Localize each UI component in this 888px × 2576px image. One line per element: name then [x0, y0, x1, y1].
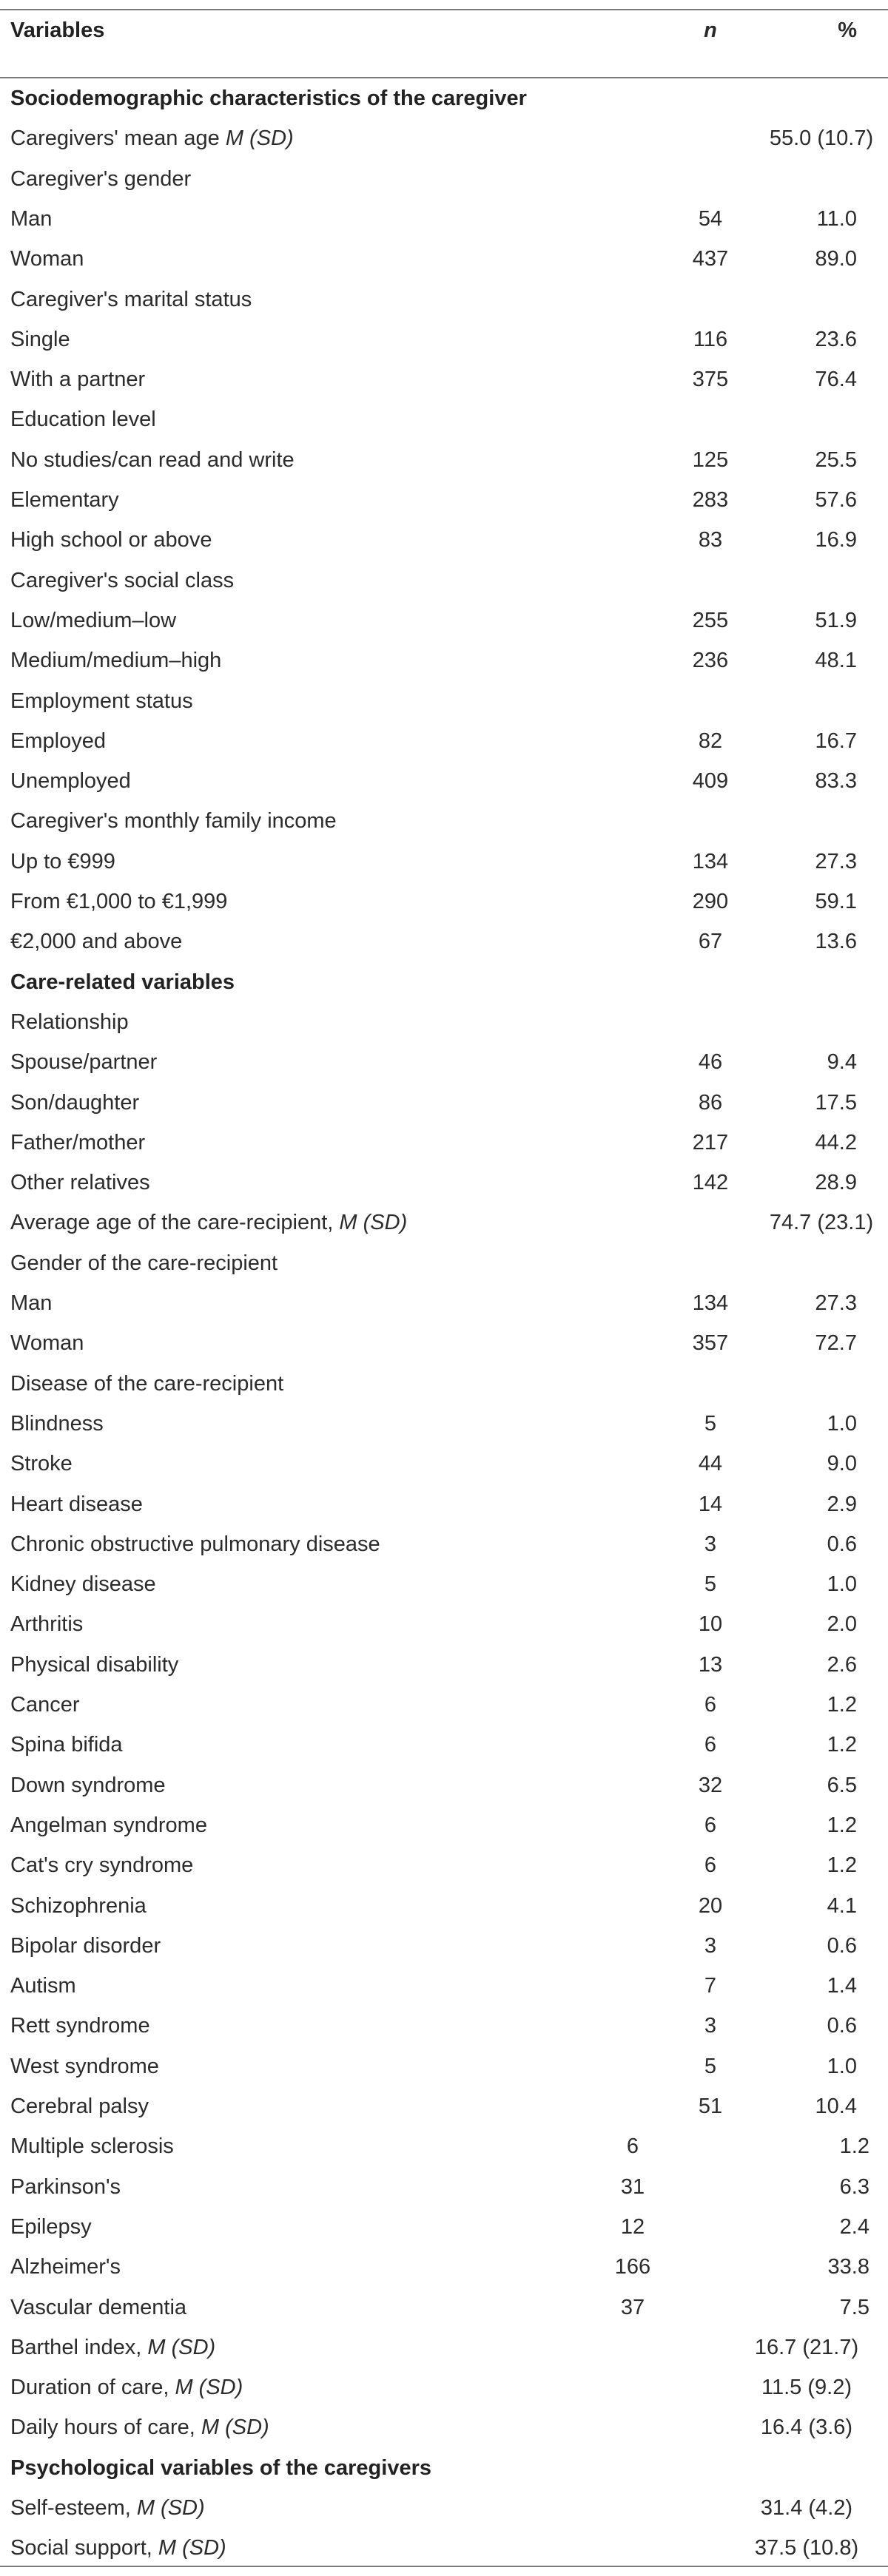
row-label-text: Disease of the care-recipient: [10, 1371, 284, 1396]
table-row: [0, 681, 888, 721]
table-row: [0, 2288, 888, 2327]
row-pct: 13.6: [815, 930, 857, 954]
row-label-text: Average age of the care-recipient,: [10, 1211, 340, 1235]
row-label: [10, 2006, 150, 2046]
row-label: [10, 2126, 174, 2166]
row-label-text: Cat's cry syndrome: [10, 1853, 194, 1878]
row-pct: 76.4: [815, 368, 857, 392]
row-mean-sd: 31.4 (4.2): [760, 2496, 853, 2520]
row-label: [10, 1002, 129, 1042]
row-n: 10: [698, 1612, 723, 1637]
table-row: [0, 520, 888, 560]
row-n: 6: [704, 1813, 717, 1837]
row-label: [10, 882, 227, 922]
row-n: 46: [698, 1050, 723, 1075]
row-label-text: Low/medium–low: [10, 608, 177, 632]
table-row: [0, 1404, 888, 1444]
row-n: 20: [698, 1893, 723, 1918]
row-label: [10, 2367, 243, 2407]
row-n: 409: [692, 769, 729, 794]
row-pct: 2.6: [827, 1652, 857, 1677]
section-title: Care-related variables: [10, 970, 235, 994]
row-n: 6: [626, 2134, 639, 2159]
row-label-text: Elementary: [10, 488, 119, 512]
row-n: 255: [692, 608, 729, 632]
row-label: [10, 2288, 186, 2327]
row-label: [10, 721, 106, 761]
row-label-text: €2,000 and above: [10, 930, 183, 954]
row-label: [10, 1886, 147, 1926]
table-row: [0, 1604, 888, 1644]
table-row: [0, 721, 888, 761]
row-label-text: Vascular dementia: [10, 2295, 187, 2319]
row-label: [10, 2086, 149, 2126]
row-label: [10, 2327, 215, 2367]
row-label: [10, 561, 234, 601]
row-label-text: Bipolar disorder: [10, 1933, 161, 1958]
row-pct: 44.2: [815, 1130, 857, 1155]
row-pct: 11.0: [816, 206, 857, 231]
row-pct: 1.0: [827, 1411, 857, 1436]
row-n: 12: [620, 2214, 645, 2239]
row-pct: 4.1: [827, 1893, 857, 1918]
row-pct: 27.3: [815, 849, 857, 873]
row-pct: 33.8: [827, 2255, 870, 2279]
row-label: [10, 1123, 145, 1163]
row-label: [10, 1323, 84, 1363]
row-pct: 48.1: [815, 649, 857, 673]
row-label-text: Caregiver's social class: [10, 568, 235, 592]
row-label-text: Parkinson's: [10, 2174, 121, 2199]
table-row: [0, 2367, 888, 2407]
row-n: 14: [698, 1492, 723, 1516]
row-pct: 23.6: [815, 327, 857, 351]
row-label-text: Social support,: [10, 2536, 158, 2560]
row-label: [10, 2207, 92, 2247]
row-label: [10, 1163, 150, 1203]
row-label-text: Duration of care,: [10, 2376, 175, 2400]
row-n: 357: [692, 1331, 729, 1356]
row-pct: 1.2: [827, 1813, 857, 1837]
table-row: [0, 640, 888, 680]
row-label-stat: M (SD): [136, 2496, 205, 2520]
table-row: [0, 1765, 888, 1805]
row-label: [10, 320, 70, 359]
section-heading: [0, 962, 888, 1002]
row-label-text: Education level: [10, 408, 156, 432]
row-pct: 83.3: [815, 769, 857, 794]
row-label: [10, 1203, 407, 1243]
section-heading: [0, 78, 888, 118]
row-pct: 16.7: [815, 728, 857, 753]
row-label-text: High school or above: [10, 528, 212, 552]
row-label: [10, 1404, 104, 1444]
table-row: [0, 118, 888, 158]
row-label: [10, 199, 52, 239]
table-row: [0, 440, 888, 480]
row-pct: 1.2: [827, 1853, 857, 1878]
row-label-text: Daily hours of care,: [10, 2416, 201, 2440]
row-pct: 17.5: [815, 1090, 857, 1115]
table-row: [0, 1323, 888, 1363]
row-label-text: Arthritis: [10, 1612, 84, 1637]
table-row: [0, 320, 888, 359]
row-label: [10, 1845, 193, 1885]
row-label-text: Man: [10, 206, 53, 231]
row-label: [10, 359, 145, 399]
row-label-text: Cancer: [10, 1693, 80, 1717]
row-mean-sd: 37.5 (10.8): [754, 2536, 859, 2560]
row-pct: 6.3: [839, 2174, 870, 2199]
row-label: [10, 1604, 83, 1644]
row-label-text: From €1,000 to €1,999: [10, 890, 228, 913]
row-pct: 1.2: [827, 1693, 857, 1717]
table-row: [0, 1203, 888, 1243]
row-label-text: Chronic obstructive pulmonary disease: [10, 1532, 380, 1556]
row-n: 5: [704, 1572, 717, 1597]
row-label-text: Self-esteem,: [10, 2496, 137, 2520]
table-row: [0, 199, 888, 239]
row-label-text: Employed: [10, 728, 106, 753]
row-pct: 0.6: [827, 2014, 857, 2038]
row-label: [10, 2407, 269, 2447]
row-pct: 51.9: [815, 608, 857, 632]
header-n: n: [704, 18, 717, 42]
table-row: [0, 1163, 888, 1203]
row-label: [10, 1725, 123, 1765]
row-label: [10, 1685, 80, 1725]
row-label-text: Barthel index,: [10, 2335, 148, 2359]
row-label: [10, 399, 156, 439]
table-row: [0, 842, 888, 882]
row-label-text: Medium/medium–high: [10, 649, 222, 673]
row-n: 142: [692, 1171, 729, 1195]
row-label: [10, 681, 193, 721]
row-mean-sd: 74.7 (23.1): [769, 1211, 874, 1235]
row-pct: 72.7: [815, 1331, 857, 1356]
row-label: [10, 922, 182, 961]
row-label: [10, 480, 119, 520]
row-pct: 1.0: [827, 2054, 857, 2078]
table-row: [0, 801, 888, 841]
table-row: [0, 2207, 888, 2247]
row-label: [10, 801, 337, 841]
row-label: [10, 1966, 76, 2006]
row-label-text: Alzheimer's: [10, 2255, 121, 2279]
row-n: 3: [704, 1532, 717, 1556]
table-row: [0, 2407, 888, 2447]
table-row: [0, 2327, 888, 2367]
table-row: [0, 1083, 888, 1123]
row-label-text: Autism: [10, 1974, 76, 1998]
table-row: [0, 2006, 888, 2046]
row-label: [10, 1926, 161, 1966]
row-n: 236: [692, 649, 729, 673]
row-n: 134: [692, 1291, 729, 1315]
row-n: 54: [698, 206, 723, 231]
row-n: 67: [698, 930, 723, 954]
row-n: 437: [692, 247, 729, 271]
row-label-text: Angelman syndrome: [10, 1813, 207, 1837]
row-n: 134: [692, 849, 729, 873]
row-pct: 9.4: [827, 1050, 857, 1075]
row-n: 6: [704, 1853, 717, 1878]
row-label-stat: M (SD): [147, 2335, 216, 2359]
section-title: Psychological variables of the caregivers: [10, 2455, 431, 2480]
row-pct: 2.4: [839, 2214, 870, 2239]
row-label: [10, 1564, 156, 1604]
table-row: [0, 2528, 888, 2568]
table-row: [0, 1886, 888, 1926]
row-label-text: Kidney disease: [10, 1572, 156, 1597]
row-label: [10, 1805, 207, 1845]
row-label-text: Spouse/partner: [10, 1050, 158, 1075]
row-mean-sd: 16.4 (3.6): [760, 2416, 853, 2440]
row-n: 290: [692, 890, 729, 913]
table-row: [0, 239, 888, 279]
row-n: 375: [692, 368, 729, 392]
row-label: [10, 1645, 178, 1685]
row-label: [10, 239, 84, 279]
row-n: 44: [698, 1452, 723, 1476]
row-pct: 57.6: [815, 488, 857, 512]
table-row: [0, 399, 888, 439]
row-label-text: Caregivers' mean age: [10, 126, 226, 151]
table-row: [0, 1524, 888, 1564]
row-label: [10, 118, 294, 158]
row-label: [10, 1444, 73, 1484]
row-label-text: Unemployed: [10, 769, 131, 794]
row-n: 125: [692, 447, 729, 472]
row-label: [10, 520, 212, 560]
row-n: 3: [704, 2014, 717, 2038]
row-n: 31: [620, 2174, 645, 2199]
row-pct: 16.9: [815, 528, 857, 552]
table-row: [0, 1845, 888, 1885]
row-label-text: Physical disability: [10, 1652, 179, 1677]
row-n: 5: [704, 2054, 717, 2078]
row-label-text: Son/daughter: [10, 1090, 140, 1115]
row-n: 283: [692, 488, 729, 512]
table-row: [0, 2167, 888, 2207]
row-label: [10, 761, 131, 801]
row-label-text: Spina bifida: [10, 1733, 123, 1757]
row-label-text: Caregiver's marital status: [10, 287, 252, 311]
row-label-text: Man: [10, 1291, 53, 1315]
table-row: [0, 1926, 888, 1966]
table-row: [0, 480, 888, 520]
row-label-text: Woman: [10, 1331, 84, 1356]
row-label-text: Multiple sclerosis: [10, 2134, 174, 2159]
table-row: [0, 1645, 888, 1685]
row-n: 51: [698, 2095, 723, 2118]
row-pct: 1.2: [827, 1733, 857, 1757]
table-row: [0, 561, 888, 601]
row-label: [10, 1042, 157, 1082]
table-row: [0, 1685, 888, 1725]
row-pct: 9.0: [827, 1452, 857, 1476]
row-label-text: Cerebral palsy: [10, 2095, 149, 2118]
row-label-text: Gender of the care-recipient: [10, 1251, 278, 1275]
row-pct: 28.9: [815, 1171, 857, 1195]
table-row: [0, 1364, 888, 1404]
table-row: [0, 1243, 888, 1283]
table-row: [0, 1966, 888, 2006]
row-label: [10, 1083, 139, 1123]
row-label: [10, 440, 295, 480]
table-row: [0, 1725, 888, 1765]
row-label-text: Relationship: [10, 1010, 129, 1034]
table-row: [0, 2488, 888, 2528]
table-row: [0, 2086, 888, 2126]
row-label: [10, 280, 252, 320]
row-pct: 1.4: [827, 1974, 857, 1998]
row-label-text: Down syndrome: [10, 1773, 166, 1797]
row-n: 217: [692, 1130, 729, 1155]
table-row: [0, 922, 888, 961]
table-header: [0, 10, 888, 50]
header-pct: %: [838, 18, 857, 42]
row-label-text: Stroke: [10, 1452, 73, 1476]
row-label: [10, 1243, 278, 1283]
row-label: [10, 1765, 166, 1805]
row-label-stat: M (SD): [339, 1211, 408, 1235]
row-pct: 2.0: [827, 1612, 857, 1637]
table-row: [0, 601, 888, 640]
row-label-stat: M (SD): [158, 2536, 226, 2560]
table-row: [0, 1484, 888, 1524]
row-n: 6: [704, 1733, 717, 1757]
row-label-text: Up to €999: [10, 849, 115, 873]
row-pct: 6.5: [827, 1773, 857, 1797]
row-label-text: Rett syndrome: [10, 2014, 150, 2038]
row-n: 37: [620, 2295, 645, 2319]
table-row: [0, 1805, 888, 1845]
row-label-text: Single: [10, 327, 70, 351]
row-label-text: No studies/can read and write: [10, 447, 295, 472]
row-label: [10, 1364, 283, 1404]
row-label-stat: M (SD): [175, 2376, 243, 2400]
row-pct: 27.3: [815, 1291, 857, 1315]
row-pct: 10.4: [815, 2095, 857, 2118]
row-label: [10, 1283, 52, 1323]
row-label-text: Caregiver's monthly family income: [10, 809, 337, 834]
row-mean-sd: 55.0 (10.7): [769, 126, 874, 151]
row-label: [10, 159, 191, 199]
row-label-text: Other relatives: [10, 1171, 150, 1195]
table-row: [0, 159, 888, 199]
row-label: [10, 2167, 121, 2207]
table-row: [0, 1564, 888, 1604]
row-pct: 0.6: [827, 1933, 857, 1958]
row-label-text: Father/mother: [10, 1130, 146, 1155]
table-row: [0, 882, 888, 922]
row-pct: 89.0: [815, 247, 857, 271]
row-label-text: Caregiver's gender: [10, 166, 192, 191]
row-label: [10, 1524, 380, 1564]
row-pct: 1.0: [827, 1572, 857, 1597]
table-row: [0, 359, 888, 399]
row-n: 86: [698, 1090, 723, 1115]
row-n: 6: [704, 1693, 717, 1717]
row-label: [10, 1484, 143, 1524]
row-n: 3: [704, 1933, 717, 1958]
row-label-text: West syndrome: [10, 2054, 159, 2078]
row-label: [10, 842, 115, 882]
table-row: [0, 2046, 888, 2086]
row-n: 5: [704, 1411, 717, 1436]
row-label-text: Woman: [10, 247, 84, 271]
table-row: [0, 761, 888, 801]
row-label-text: Epilepsy: [10, 2214, 92, 2239]
section-title: Sociodemographic characteristics of the caregiver: [10, 87, 527, 110]
row-pct: 2.9: [827, 1492, 857, 1516]
table-row: [0, 1283, 888, 1323]
row-label: [10, 2247, 121, 2287]
row-label-text: Schizophrenia: [10, 1893, 147, 1918]
bottom-rule: [0, 2566, 888, 2567]
row-label: [10, 2528, 226, 2568]
row-label: [10, 2488, 205, 2528]
table-row: [0, 2126, 888, 2166]
table-row: [0, 2247, 888, 2287]
row-mean-sd: 16.7 (21.7): [754, 2335, 859, 2359]
row-pct: 7.5: [839, 2295, 870, 2319]
row-pct: 59.1: [815, 890, 857, 913]
row-label: [10, 601, 176, 640]
row-label: [10, 640, 221, 680]
row-n: 83: [698, 528, 723, 552]
row-label-text: Blindness: [10, 1411, 104, 1436]
row-n: 166: [614, 2255, 651, 2279]
table-row: [0, 1042, 888, 1082]
row-label-stat: M (SD): [225, 126, 294, 151]
row-mean-sd: 11.5 (9.2): [761, 2376, 852, 2400]
row-pct: 1.2: [839, 2134, 870, 2159]
row-n: 116: [693, 327, 728, 351]
row-label-stat: M (SD): [201, 2416, 269, 2440]
row-n: 7: [704, 1974, 717, 1998]
row-n: 82: [698, 728, 723, 753]
row-label-text: Heart disease: [10, 1492, 143, 1516]
row-n: 13: [698, 1652, 723, 1677]
table-row: [0, 280, 888, 320]
row-label-text: Employment status: [10, 689, 193, 713]
table-row: [0, 1002, 888, 1042]
row-n: 32: [698, 1773, 723, 1797]
section-heading: [0, 2448, 888, 2488]
row-label-text: With a partner: [10, 368, 146, 392]
row-pct: 25.5: [815, 447, 857, 472]
header-variables: Variables: [10, 18, 105, 42]
table-row: [0, 1123, 888, 1163]
row-label: [10, 2046, 159, 2086]
row-pct: 0.6: [827, 1532, 857, 1556]
table-row: [0, 1444, 888, 1484]
